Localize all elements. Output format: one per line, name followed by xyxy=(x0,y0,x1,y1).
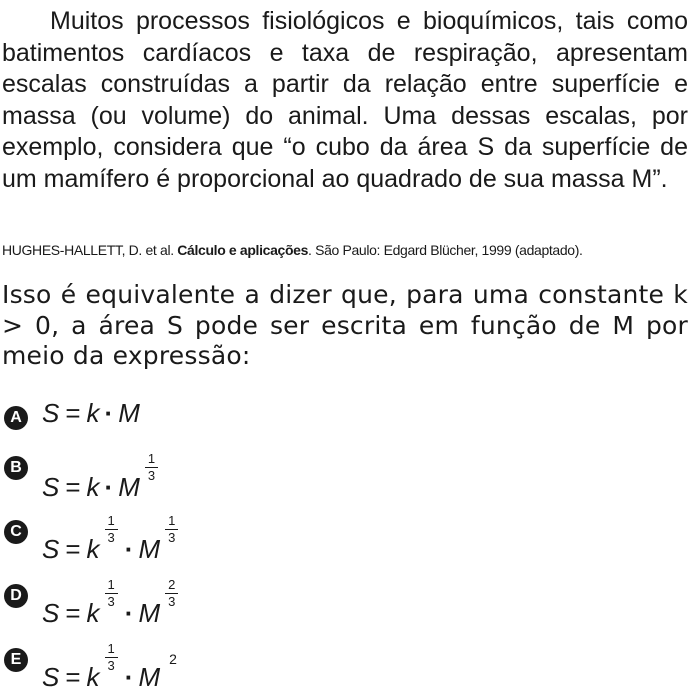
option-letter-badge: E xyxy=(4,648,28,672)
exp-denominator: 3 xyxy=(107,530,115,545)
var-m: M xyxy=(118,472,140,502)
var-k: k xyxy=(86,398,100,428)
citation-authors: HUGHES-HALLETT, D. et al. xyxy=(2,242,178,258)
exp-denominator: 3 xyxy=(168,530,176,545)
equals-sign: = xyxy=(65,398,81,428)
question-stem: Isso é equivalente a dizer que, para uma constante k > 0, a área S pode ser escrita em função de M por meio da expressão: xyxy=(2,280,688,370)
var-k: k xyxy=(86,662,100,692)
exp-denominator: 3 xyxy=(147,468,156,483)
m-exponent xyxy=(165,514,178,545)
option-formula xyxy=(42,642,177,692)
option-c[interactable] xyxy=(4,508,684,564)
var-m: M xyxy=(138,534,161,564)
k-exponent xyxy=(105,578,118,609)
equals-sign: = xyxy=(65,534,81,564)
var-s: S xyxy=(42,472,60,502)
citation-title: Cálculo e aplicações xyxy=(177,242,309,258)
k-exponent xyxy=(105,642,118,673)
var-m: M xyxy=(138,598,161,628)
option-formula xyxy=(42,578,180,628)
exp-numerator: 1 xyxy=(105,514,118,530)
m-exponent xyxy=(145,452,158,483)
mult-dot: · xyxy=(124,662,134,692)
option-letter-badge: C xyxy=(4,520,28,544)
option-d[interactable] xyxy=(4,572,684,628)
mult-dot: · xyxy=(104,472,114,502)
exp-numerator: 1 xyxy=(165,514,178,530)
var-s: S xyxy=(42,398,60,428)
mult-dot: · xyxy=(124,534,134,564)
var-m: M xyxy=(118,398,140,428)
var-s: S xyxy=(42,534,60,564)
exp-numerator: 2 xyxy=(165,578,178,594)
equals-sign: = xyxy=(65,472,81,502)
exp-numerator: 1 xyxy=(105,642,118,658)
exp-denominator: 3 xyxy=(107,658,115,673)
intro-paragraph: Muitos processos fisiológicos e bioquímicos, tais como batimentos cardíacos e taxa de respiração, apresentam escalas construídas a partir da relação entre superfície e massa (ou volume) do animal. Uma dessas escalas, por exemplo, considera que “o cubo da área S da superfície de um mamífero é proporcional ao quadrado de sua massa M”. xyxy=(2,7,688,193)
var-s: S xyxy=(42,662,60,692)
option-letter-badge: A xyxy=(4,406,28,430)
option-formula xyxy=(42,398,140,428)
mult-dot: · xyxy=(104,398,114,428)
exp-numerator: 1 xyxy=(105,578,118,594)
k-exponent xyxy=(105,514,118,545)
exp-denominator: 3 xyxy=(168,594,176,609)
m-exponent xyxy=(165,578,178,609)
mult-dot: · xyxy=(124,598,134,628)
m-exponent: 2 xyxy=(169,651,177,667)
exp-denominator: 3 xyxy=(107,594,115,609)
var-s: S xyxy=(42,598,60,628)
var-k: k xyxy=(86,598,100,628)
exp-numerator: 1 xyxy=(145,452,158,468)
citation-rest: . São Paulo: Edgard Blücher, 1999 (adaptado). xyxy=(308,242,583,258)
option-formula xyxy=(42,514,180,564)
option-b[interactable] xyxy=(4,446,684,502)
equals-sign: = xyxy=(65,662,81,692)
option-letter-badge: D xyxy=(4,584,28,608)
var-k: k xyxy=(86,534,100,564)
citation xyxy=(2,240,688,260)
option-a[interactable] xyxy=(4,396,684,436)
equals-sign: = xyxy=(65,598,81,628)
var-k: k xyxy=(86,472,100,502)
option-formula xyxy=(42,452,160,502)
var-m: M xyxy=(138,662,161,692)
option-letter-badge: B xyxy=(4,456,28,480)
option-e[interactable] xyxy=(4,636,684,692)
